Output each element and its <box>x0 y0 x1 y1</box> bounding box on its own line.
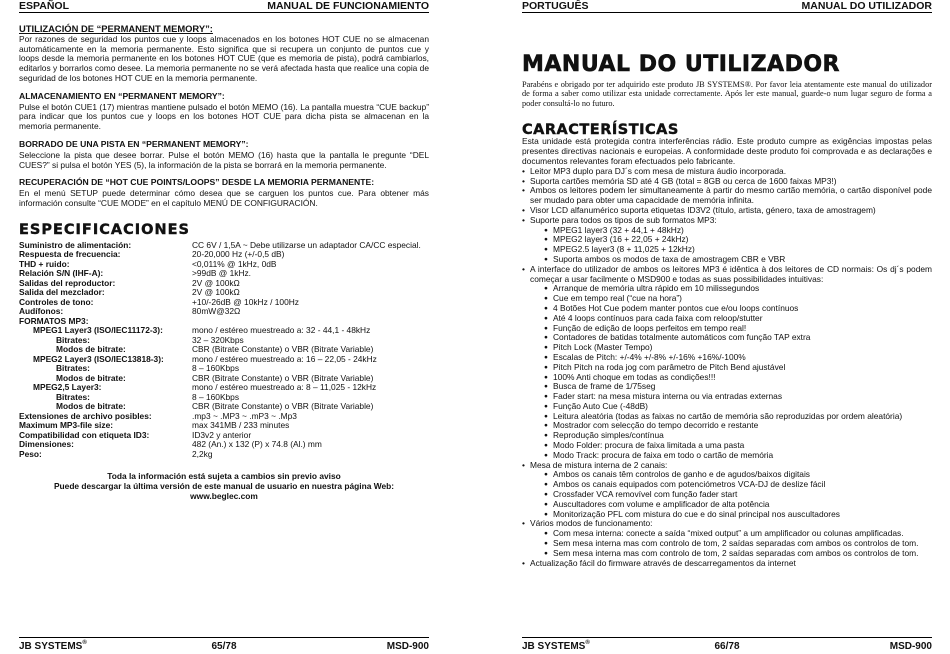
brand-name: JB SYSTEMS <box>522 641 586 652</box>
page-number: 65/78 <box>211 641 237 652</box>
feature-subitem: ● Monitorização PFL com mistura do cue e do sinal principal nos auscultadores <box>544 510 932 520</box>
feature-subitem: ● Fader start: na mesa mistura interna ou via entradas externas <box>544 392 932 402</box>
spec-value: max 341MB / 233 minutes <box>192 420 290 431</box>
header-manual-title: MANUAL DO UTILIZADOR <box>801 0 932 12</box>
spec-label: Relación S/N (IHF-A): <box>19 268 104 279</box>
model-name: MSD-900 <box>386 641 429 652</box>
brand-name: JB SYSTEMS <box>19 641 83 652</box>
spec-value: 2V @ 100kΩ <box>192 277 240 288</box>
spec-label: Salidas del reproductor: <box>19 277 116 288</box>
feature-item <box>522 265 932 461</box>
registered-mark: ® <box>82 640 87 646</box>
feature-subitem: ● Cue em tempo real (“cue na hora”) <box>544 294 932 304</box>
page-left <box>19 0 429 654</box>
page-body <box>19 24 429 501</box>
features-list <box>522 167 932 569</box>
spec-value: 2V @ 100kΩ <box>192 287 240 298</box>
notice-line: Puede descargar la última versión de este manual de usuario en nuestra página Web: <box>53 481 395 492</box>
spec-label: Audífonos: <box>19 306 64 317</box>
feature-subitem: ● Busca de frame de 1/75seg <box>544 382 932 392</box>
spec-value: CBR (Bitrate Constante) o VBR (Bitrate Variable) <box>192 401 374 412</box>
feature-subitem: ● Mostrador com selecção do tempo decorrido e restante <box>544 421 932 431</box>
feature-subitem: ● Modo Folder: procura de faixa limitada a uma pasta <box>544 441 932 451</box>
feature-subitem: ● Escalas de Pitch: +/-4% +/-8% +/-16% +16%/-100% <box>544 353 932 363</box>
page-header <box>522 0 932 13</box>
spec-label: THD + ruido: <box>19 258 70 269</box>
feature-item <box>522 216 932 265</box>
spec-label: Compatibilidad con etiqueta ID3: <box>19 429 150 440</box>
feature-sublist <box>530 284 932 460</box>
spec-label: Dimensiones: <box>19 439 74 450</box>
spec-label: Peso: <box>19 448 42 459</box>
spec-value: 8 – 160Kbps <box>192 391 240 402</box>
header-language: ESPAÑOL <box>19 0 69 12</box>
feature-subitem: ● Sem mesa interna mas com controlo de tom, 2 saídas separadas com ambos os controlos de tom. <box>544 539 932 549</box>
spec-value: .mp3 ~ .MP3 ~ .mP3 ~ .Mp3 <box>192 410 297 421</box>
feature-subitem: ● Função de edição de loops perfeitos em tempo real! <box>544 324 932 334</box>
model-name: MSD-900 <box>889 641 932 652</box>
paragraph-permanent-memory: Por razones de seguridad los puntos cue y loops almacenados en los botones HOT CUE no se almacenan automáticamente en la memoria permanente. Esto significa que si recupera un conjunto de puntos cue y loops desde la memoria permanente en los botones HOT CUE (que es memoria de pista), podrá cambiarlos, editarlos y borrarlos como desee. La memoria permanente no se verá afectada hasta que realice una copia de seguridad de los botones HOT CUE en la memoria permanente. <box>19 33 429 83</box>
feature-subitem: ● Pitch Lock (Master Tempo) <box>544 343 932 353</box>
feature-subitem: ● MPEG2.5 layer3 (8 + 11,025 + 12kHz) <box>544 245 932 255</box>
notice-line: Toda la información está sujeta a cambios sin previo aviso <box>107 471 341 482</box>
spec-label: Controles de tono: <box>19 296 94 307</box>
spec-label: Suministro de alimentación: <box>19 239 132 250</box>
section-title-permanent-memory: UTILIZACIÓN DE “PERMANENT MEMORY”: <box>19 23 213 34</box>
feature-subitem: ● Reprodução simples/contínua <box>544 431 932 441</box>
website-link[interactable]: www.beglec.com <box>190 491 258 502</box>
page-footer <box>522 637 932 652</box>
feature-sublist <box>530 529 932 558</box>
feature-subitem: ● Pitch Pitch na roda jog com parâmetro de Pitch Bend ajustável <box>544 363 932 373</box>
spec-value: 20-20,000 Hz (+/-0,5 dB) <box>192 249 285 260</box>
feature-sublist <box>530 226 932 265</box>
paragraph-store: Pulse el botón CUE1 (17) mientras mantiene pulsado el botón MEMO (16). La pantalla muestra “CUE backup” para indicar que los puntos cue y loops en los botones HOT CUE para dicha pista se almacenan en la memoria permanente. <box>19 101 429 132</box>
page-right <box>522 0 932 654</box>
spec-value: 32 – 320Kbps <box>192 334 244 345</box>
feature-subitem: ● Arranque de memória ultra rápido em 10 milissegundos <box>544 284 932 294</box>
features-heading: CARACTERÍSTICAS <box>522 121 679 138</box>
spec-row <box>19 440 429 450</box>
spec-label: MPEG1 Layer3 (ISO/IEC11172-3): <box>33 325 163 336</box>
spec-label: Bitrates: <box>56 334 90 345</box>
header-manual-title: MANUAL DE FUNCIONAMIENTO <box>267 0 429 12</box>
header-language: PORTUGUÊS <box>522 0 589 12</box>
feature-subitem: ● Auscultadores com volume e amplificador de alta potência <box>544 500 932 510</box>
spec-value: CBR (Bitrate Constante) o VBR (Bitrate Variable) <box>192 372 374 383</box>
feature-subitem: ● MPEG1 layer3 (32 + 44,1 + 48kHz) <box>544 226 932 236</box>
spec-row <box>19 450 429 460</box>
feature-text: Ambos os leitores podem ler simultaneamente à partir do mesmo cartão memória, o cartão disponível pode ser mudado para obter uma capacidade de memória infinita. <box>530 185 932 206</box>
features-intro: Esta unidade está protegida contra interferências rádio. Este produto cumpre as exigências impostas pelas presentes directivas nacionais e europeias. A conformidade deste produto foi comprovada e as declarações e documentos relevantes foram efectuados pelo fabricante. <box>522 136 932 166</box>
feature-text: Visor LCD alfanumérico suporta etiquetas ID3V2 (título, artista, género, taxa de amostragem) <box>530 204 876 215</box>
spec-value: 482 (An.) x 132 (P) x 74.8 (Al.) mm <box>192 439 322 450</box>
spec-value: <0,011% @ 1kHz, 0dB <box>192 258 277 269</box>
specs-heading: ESPECIFICACIONES <box>19 221 190 238</box>
feature-text: Mesa de mistura interna de 2 canais: <box>530 459 668 470</box>
page-number: 66/78 <box>714 641 740 652</box>
spec-value: ID3v2 y anterior <box>192 429 252 440</box>
spec-label: Respuesta de frecuencia: <box>19 249 121 260</box>
feature-text: Suporta cartões memória SD até 4 GB (total = 8GB ou cerca de 1600 faixas MP3!) <box>530 175 837 186</box>
feature-subitem: ● Crossfader VCA removível com função fader start <box>544 490 932 500</box>
paragraph-erase: Seleccione la pista que desee borrar. Pulse el botón MEMO (16) hasta que la pantalla le pregunte “DEL CUES?” si pulsa el botón YES (5), la información de la pista se borrará en la memoria permanente. <box>19 149 429 170</box>
spec-label: FORMATOS MP3: <box>19 315 89 326</box>
section-title-recover: RECUPERACIÓN DE “HOT CUE POINTS/LOOPS” DESDE LA MEMORIA PERMANENTE: <box>19 177 375 188</box>
spec-value: 8 – 160Kbps <box>192 363 240 374</box>
spec-label: Bitrates: <box>56 391 90 402</box>
spec-label: Bitrates: <box>56 363 90 374</box>
spec-value: mono / estéreo muestreado a: 8 – 11,025 - 12kHz <box>192 382 377 393</box>
feature-subitem: ● Modo Track: procura de faixa em todo o cartão de memória <box>544 451 932 461</box>
manual-title: MANUAL DO UTILIZADOR <box>522 52 840 77</box>
section-title-erase: BORRADO DE UNA PISTA EN “PERMANENT MEMORY”: <box>19 138 249 149</box>
page-footer <box>19 637 429 652</box>
section-title-store: ALMACENAMIENTO EN “PERMANENT MEMORY”: <box>19 90 225 101</box>
feature-subitem: ● Ambos os canais equipados com potenciómetros VCA-DJ de deslize fácil <box>544 480 932 490</box>
notice-block <box>19 471 429 501</box>
feature-subitem: ● Função Auto Cue (-48dB) <box>544 402 932 412</box>
feature-text: Vários modos de funcionamento: <box>530 518 653 529</box>
spec-value: 2,2kg <box>192 448 213 459</box>
spec-value: CC 6V / 1,5A ~ Debe utilizarse un adaptador CA/CC especial. <box>192 239 421 250</box>
spec-value: +10/-26dB @ 10kHz / 100Hz <box>192 296 299 307</box>
feature-text: Actualização fácil do firmware através de descarregamentos da internet <box>530 557 796 568</box>
feature-text: Leitor MP3 duplo para DJ´s com mesa de mistura áudio incorporada. <box>530 165 787 176</box>
feature-subitem: ● MPEG2 layer3 (16 + 22,05 + 24kHz) <box>544 235 932 245</box>
spec-label: Modos de bitrate: <box>56 344 126 355</box>
feature-text: Suporte para todos os tipos de sub formatos MP3: <box>530 214 717 225</box>
feature-subitem: ● Contadores de batidas totalmente automáticos com função TAP extra <box>544 333 932 343</box>
feature-subitem: ● 100% Anti choque em todas as condições!!! <box>544 373 932 383</box>
spec-label: Modos de bitrate: <box>56 401 126 412</box>
feature-subitem: ● Ambos os canais têm controlos de ganho e de agudos/baixos digitais <box>544 470 932 480</box>
feature-item <box>522 461 932 520</box>
page-body <box>522 24 932 568</box>
feature-subitem: ● Até 4 loops contínuos para cada faixa com reloop/stutter <box>544 314 932 324</box>
feature-item <box>522 186 932 206</box>
feature-item <box>522 519 932 558</box>
feature-subitem: ● Suporta ambos os modos de taxa de amostragem CBR e VBR <box>544 255 932 265</box>
spec-label: MPEG2,5 Layer3: <box>33 382 102 393</box>
spec-label: Extensiones de archivo posibles: <box>19 410 152 421</box>
spec-label: Modos de bitrate: <box>56 372 126 383</box>
registered-mark: ® <box>585 640 590 646</box>
feature-text: A interface do utilizador de ambos os leitores MP3 é idêntica à dos leitores de CD normais: Os dj´s podem começar a usar facilmente o MSD900 e todas as suas possibilidades intuitivas: <box>530 263 932 284</box>
feature-subitem: ● Sem mesa interna mas com controlo de tom, 2 saídas separadas com ambos os controlos de tom. <box>544 549 932 559</box>
spec-label: Maximum MP3-file size: <box>19 420 114 431</box>
spec-value: mono / estéreo muestreado a: 32 - 44,1 - 48kHz <box>192 325 371 336</box>
intro-paragraph: Parabéns e obrigado por ter adquirido este produto JB SYSTEMS®. Por favor leia atentamente este manual do utilizador de forma a saber como utilizar esta unidade correctamente. Após ler este manual, guarde-o num lugar seguro de forma a poder consultá-lo no futuro. <box>522 79 932 108</box>
feature-subitem: ● Leitura aleatória (todas as faixas no cartão de memória são reproduzidas por ordem aleatória) <box>544 412 932 422</box>
paragraph-recover: En el menú SETUP puede determinar cómo desea que se carguen los puntos cue. Para obtener más información consulte “CUE MODE” en el capítulo MENÚ DE CONFIGURACIÓN. <box>19 188 429 208</box>
feature-subitem: ● Com mesa interna: conecte a saída “mixed output” a um amplificador ou colunas amplificadas. <box>544 529 932 539</box>
spec-label: Salida del mezclador: <box>19 287 105 298</box>
spec-value: >99dB @ 1kHz. <box>192 268 252 279</box>
feature-subitem: ● 4 Botões Hot Cue podem manter pontos cue e/ou loops contínuos <box>544 304 932 314</box>
specs-table <box>19 241 429 460</box>
spec-value: 80mW@32Ω <box>192 306 241 317</box>
page-header <box>19 0 429 13</box>
spec-value: CBR (Bitrate Constante) o VBR (Bitrate Variable) <box>192 344 374 355</box>
feature-item <box>522 559 932 569</box>
feature-sublist <box>530 470 932 519</box>
spec-value: mono / estéreo muestreado a: 16 – 22,05 - 24kHz <box>192 353 377 364</box>
spec-label: MPEG2 Layer3 (ISO/IEC13818-3): <box>33 353 164 364</box>
